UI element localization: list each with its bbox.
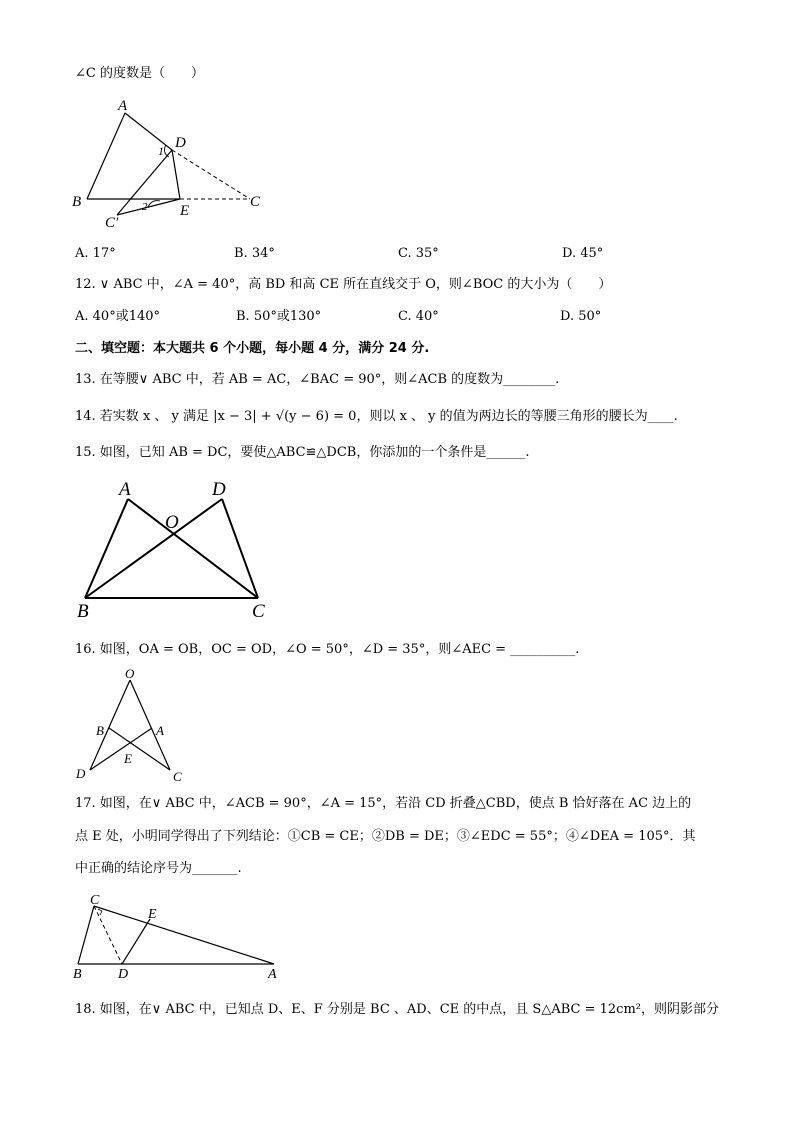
q11-label-d: D	[175, 135, 186, 151]
q11-label-a: A	[118, 98, 128, 114]
q11-option-b: B. 34°	[234, 246, 275, 261]
q15-figure	[72, 478, 292, 623]
q16-label-b: B	[96, 723, 104, 738]
q12-text: 12. ∨ ABC 中，∠A = 40°，高 BD 和高 CE 所在直线交于 O，则∠BOC 的大小为（ ）	[75, 277, 612, 292]
q17-line-2: 点 E 处，小明同学得出了下列结论：①CB = CE；②DB = DE；③∠EDC = 55°；④∠DEA = 105°．其	[75, 829, 696, 844]
q18-text: 18. 如图，在∨ ABC 中，已知点 D、E、F 分别是 BC 、AD、CE 的中点，且 S△ABC = 12cm²，则阴影部分	[75, 1002, 719, 1017]
q11-option-c: C. 35°	[398, 246, 439, 261]
q16-text: 16. 如图，OA = OB，OC = OD，∠O = 50°，∠D = 35°，则∠AEC = __________.	[75, 642, 580, 657]
q16-label-a: A	[156, 723, 164, 738]
q12-option-b: B. 50°或130°	[236, 309, 322, 324]
q15-label-d: D	[212, 479, 226, 500]
q11-label-b: B	[72, 194, 82, 210]
q15-label-c: C	[252, 601, 265, 622]
q12-option-d: D. 50°	[560, 309, 602, 324]
q14-text: 14. 若实数 x 、 y 满足 |x − 3| + √(y − 6) = 0，则以 x 、 y 的值为两边长的等腰三角形的腰长为____.	[75, 409, 678, 424]
q16-label-c: C	[173, 769, 182, 784]
q15-text: 15. 如图，已知 AB = DC，要使△ABC≌△DCB，你添加的一个条件是______.	[75, 445, 530, 460]
q13-text: 13. 在等腰∨ ABC 中，若 AB = AC，∠BAC = 90°，则∠ACB 的度数为________.	[75, 372, 560, 387]
q17-label-b: B	[73, 967, 82, 982]
q11-label-angle1: 1	[158, 144, 164, 158]
q11-option-d: D. 45°	[562, 246, 604, 261]
q15-label-a: A	[119, 479, 131, 500]
q17-label-e: E	[148, 907, 157, 922]
q17-line-3: 中正确的结论序号为_______.	[75, 861, 242, 876]
q11-option-a: A. 17°	[75, 246, 116, 261]
q11-label-cprime: C′	[105, 215, 119, 231]
q15-label-o: O	[165, 512, 179, 533]
q17-label-d: D	[118, 967, 129, 982]
q11-label-c: C	[250, 194, 261, 210]
q17-line-1: 17. 如图，在∨ ABC 中，∠ACB = 90°，∠A = 15°，若沿 CD 折叠△CBD，使点 B 恰好落在 AC 边上的	[75, 796, 692, 811]
q11-label-angle2: 2	[142, 201, 148, 213]
q11-stem-tail: ∠C 的度数是（ ）	[75, 66, 204, 81]
q11-figure	[70, 95, 280, 235]
q12-option-c: C. 40°	[398, 309, 439, 324]
q16-figure	[72, 668, 192, 786]
q15-label-b: B	[77, 601, 89, 622]
q17-label-a: A	[268, 967, 277, 982]
q16-label-d: D	[76, 766, 86, 781]
section-heading: 二、填空题：本大题共 6 个小题，每小题 4 分，满分 24 分.	[75, 341, 430, 356]
q11-label-e: E	[180, 203, 190, 219]
q17-figure	[70, 888, 290, 980]
q16-label-e: E	[124, 751, 132, 766]
q17-label-c: C	[90, 893, 100, 908]
q16-label-o: O	[125, 666, 135, 681]
q12-option-a: A. 40°或140°	[75, 309, 161, 324]
